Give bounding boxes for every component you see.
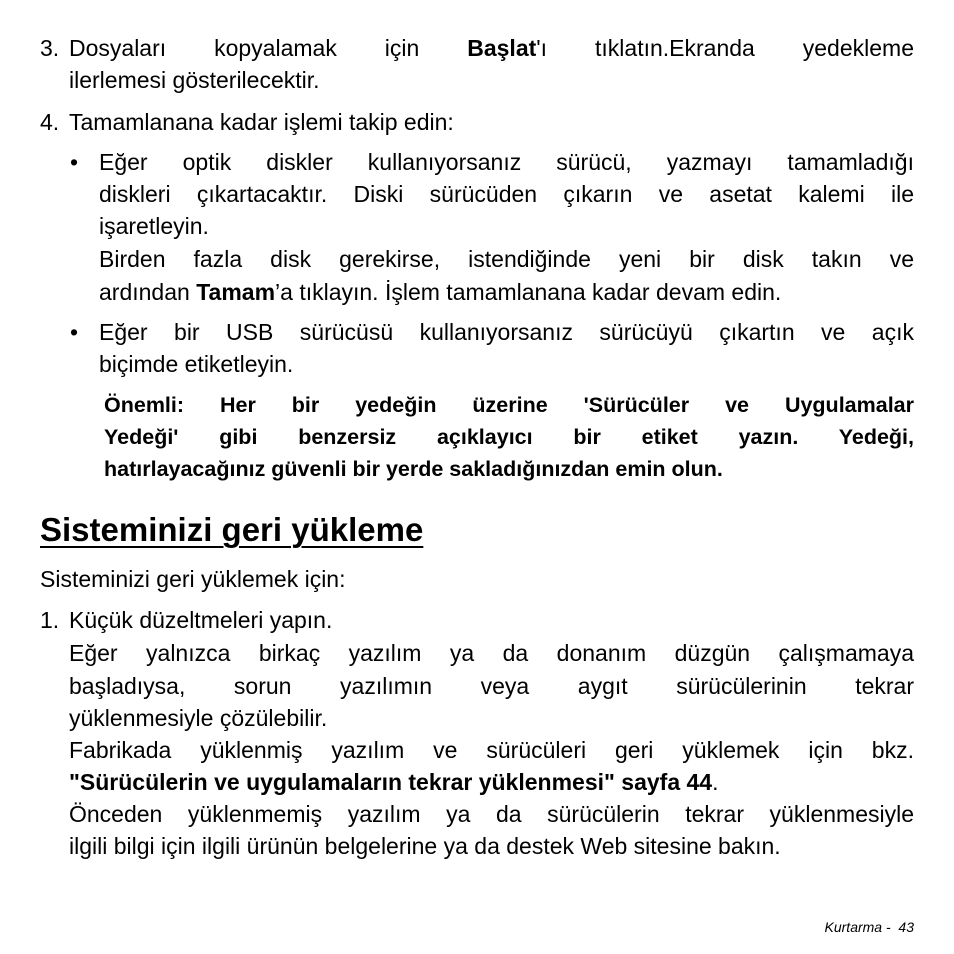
important-note-line: Yedeği' gibi benzersiz açıklayıcı bir etiket yazın. Yedeği, — [104, 425, 914, 449]
paragraph-line: diskleri çıkartacaktır. Diski sürücüden çıkarın ve asetat kalemi ile — [99, 181, 914, 207]
paragraph-line: ilgili bilgi için ilgili ürünün belgelerine ya da destek Web sitesine bakın. — [69, 833, 781, 859]
section-intro: Sisteminizi geri yüklemek için: — [40, 566, 346, 592]
list-number: 4. — [40, 109, 60, 135]
important-note-line: Önemli: Her bir yedeğin üzerine 'Sürücüler ve Uygulamalar — [104, 393, 914, 417]
footer-section-label: Kurtarma - — [824, 919, 891, 935]
paragraph-line: Fabrikada yüklenmiş yazılım ve sürücüleri geri yüklemek için bkz. — [69, 737, 914, 763]
paragraph-line — [99, 276, 781, 308]
text-span: ardından — [99, 279, 197, 305]
text-span: 'ı tıklatın.Ekranda yedekleme — [536, 35, 914, 61]
section-heading: Sisteminizi geri yükleme — [40, 511, 424, 548]
bullet-icon: • — [70, 319, 79, 345]
paragraph-line: ilerlemesi gösterilecektir. — [69, 67, 320, 93]
text-span: ’a tıklayın. İşlem tamamlanana kadar devam edin. — [275, 279, 782, 305]
paragraph-line: Önceden yüklenmemiş yazılım ya da sürücülerin tekrar yüklenmesiyle — [69, 801, 914, 827]
page-number: 43 — [898, 919, 914, 935]
paragraph-line: Tamamlanana kadar işlemi takip edin: — [69, 109, 454, 135]
paragraph-line: biçimde etiketleyin. — [99, 351, 294, 377]
important-note-line: hatırlayacağınız güvenli bir yerde sakladığınızdan emin olun. — [104, 457, 723, 481]
step-title: Küçük düzeltmeleri yapın. — [69, 607, 333, 633]
list-number: 1. — [40, 607, 60, 633]
text-span: Dosyaları kopyalamak için — [69, 35, 468, 61]
paragraph-line: işaretleyin. — [99, 213, 209, 239]
paragraph-line: Birden fazla disk gerekirse, istendiğinde yeni bir disk takın ve — [99, 246, 914, 272]
paragraph-line: Eğer yalnızca birkaç yazılım ya da donanım düzgün çalışmamaya — [69, 640, 914, 666]
paragraph-line: Eğer bir USB sürücüsü kullanıyorsanız sürücüyü çıkartın ve açık — [99, 319, 914, 345]
paragraph-line: başladıysa, sorun yazılımın veya aygıt sürücülerinin tekrar — [69, 673, 914, 699]
paragraph-line — [69, 766, 719, 798]
text-span: . — [712, 769, 719, 795]
page-footer — [825, 917, 914, 937]
bold-term: Tamam — [196, 279, 276, 305]
paragraph-line: Eğer optik diskler kullanıyorsanız sürücü, yazmayı tamamladığı — [99, 149, 914, 175]
bullet-icon: • — [70, 149, 79, 175]
paragraph-line — [69, 32, 914, 64]
paragraph-line: yüklenmesiyle çözülebilir. — [69, 705, 328, 731]
cross-reference-link[interactable]: "Sürücülerin ve uygulamaların tekrar yüklenmesi" sayfa 44 — [69, 769, 713, 795]
bold-term: Başlat — [467, 35, 537, 61]
list-number: 3. — [40, 35, 60, 61]
